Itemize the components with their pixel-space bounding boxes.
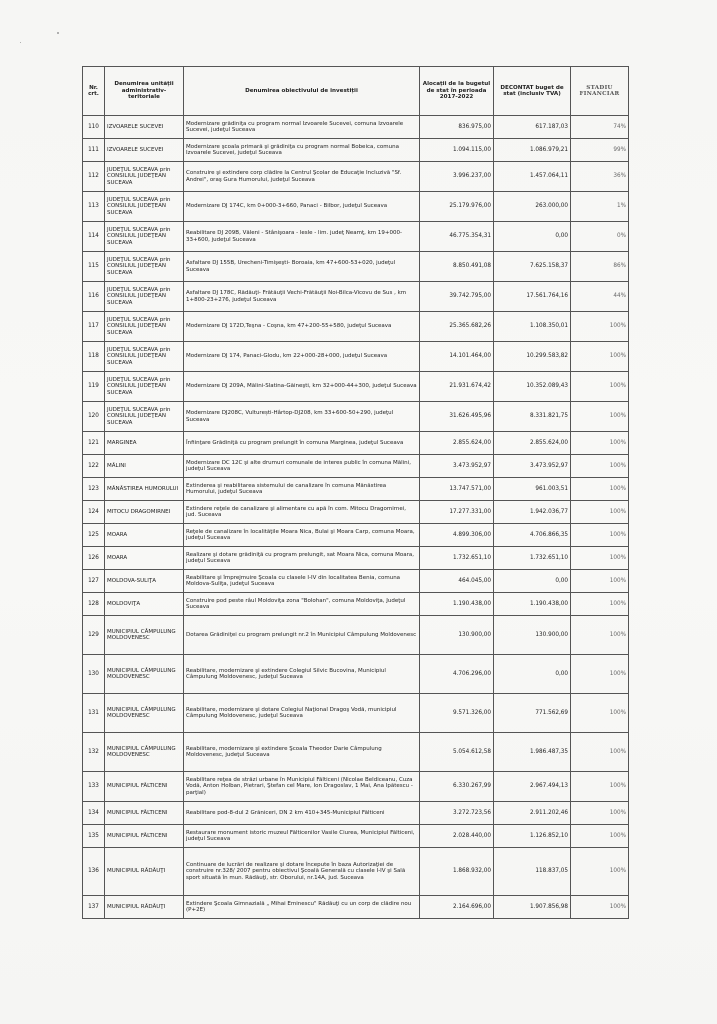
unit-name: MUNICIPIUL CÂMPULUNG MOLDOVENESC — [105, 616, 184, 655]
row-number: 111 — [83, 139, 105, 162]
row-number: 114 — [83, 222, 105, 252]
settled-amount: 2.911.202,46 — [494, 802, 571, 825]
row-number: 134 — [83, 802, 105, 825]
unit-name: MUNICIPIUL RĂDĂUŢI — [105, 848, 184, 896]
row-number: 129 — [83, 616, 105, 655]
row-number: 125 — [83, 524, 105, 547]
allocated-amount: 2.028.440,00 — [420, 825, 494, 848]
financial-stage: 36% — [571, 162, 629, 192]
investment-table — [82, 66, 629, 919]
financial-stage: 100% — [571, 312, 629, 342]
table-row — [83, 524, 629, 547]
allocated-amount: 46.775.354,31 — [420, 222, 494, 252]
financial-stage: 0% — [571, 222, 629, 252]
header-allocated: Alocații de la bugetul de stat în perioada 2017-2022 — [420, 67, 494, 116]
settled-amount: 263.000,00 — [494, 192, 571, 222]
table-row — [83, 593, 629, 616]
financial-stage: 100% — [571, 593, 629, 616]
table-row — [83, 192, 629, 222]
objective-name: Modernizare şcoala primară şi grădiniţa cu program normal Bobeica, comuna Izvoarele Sucevei, judeţul Suceava — [184, 139, 420, 162]
unit-name: JUDEŢUL SUCEAVA prin CONSILIUL JUDEŢEAN SUCEAVA — [105, 402, 184, 432]
row-number: 116 — [83, 282, 105, 312]
objective-name: Modernizare DC 12C şi alte drumuri comunale de interes public în comuna Mălini, judeţul Suceava — [184, 455, 420, 478]
row-number: 118 — [83, 342, 105, 372]
row-number: 135 — [83, 825, 105, 848]
objective-name: Reabilitare pod-8-dul 2 Grăniceri, DN 2 km 410+345-Municipiul Fălticeni — [184, 802, 420, 825]
financial-stage: 100% — [571, 342, 629, 372]
settled-amount: 771.562,69 — [494, 694, 571, 733]
row-number: 115 — [83, 252, 105, 282]
table-row — [83, 312, 629, 342]
settled-amount: 3.473.952,97 — [494, 455, 571, 478]
allocated-amount: 1.868.932,00 — [420, 848, 494, 896]
financial-stage: 100% — [571, 478, 629, 501]
row-number: 117 — [83, 312, 105, 342]
financial-stage: 100% — [571, 616, 629, 655]
row-number: 120 — [83, 402, 105, 432]
settled-amount: 1.986.487,35 — [494, 733, 571, 772]
table-row — [83, 733, 629, 772]
objective-name: Reabilitare, modernizare şi dotare Colegiul Naţional Dragoş Vodă, municipiul Câmpulung Moldovenesc, judeţul Suceava — [184, 694, 420, 733]
allocated-amount: 13.747.571,00 — [420, 478, 494, 501]
allocated-amount: 17.277.331,00 — [420, 501, 494, 524]
financial-stage: 86% — [571, 252, 629, 282]
table-row — [83, 372, 629, 402]
row-number: 132 — [83, 733, 105, 772]
unit-name: JUDEŢUL SUCEAVA prin CONSILIUL JUDEŢEAN SUCEAVA — [105, 282, 184, 312]
objective-name: Modernizare DJ208C, Vulturești-Hârtop-DJ208, km 33+600-50+290, judeţul Suceava — [184, 402, 420, 432]
settled-amount: 4.706.866,35 — [494, 524, 571, 547]
allocated-amount: 25.179.976,00 — [420, 192, 494, 222]
financial-stage: 1% — [571, 192, 629, 222]
allocated-amount: 464.045,00 — [420, 570, 494, 593]
objective-name: Dotarea Grădiniţei cu program prelungit nr.2 în Municipiul Câmpulung Moldovenesc — [184, 616, 420, 655]
financial-stage: 100% — [571, 772, 629, 802]
financial-stage: 100% — [571, 570, 629, 593]
allocated-amount: 130.900,00 — [420, 616, 494, 655]
allocated-amount: 25.365.682,26 — [420, 312, 494, 342]
objective-name: Extinderea şi reabilitarea sistemului de canalizare în comuna Mănăstirea Humorului, judeţul Suceava — [184, 478, 420, 501]
table-row — [83, 402, 629, 432]
unit-name: JUDEŢUL SUCEAVA prin CONSILIUL JUDEŢEAN SUCEAVA — [105, 192, 184, 222]
financial-stage: 100% — [571, 694, 629, 733]
table-row — [83, 694, 629, 733]
allocated-amount: 6.330.267,99 — [420, 772, 494, 802]
scan-speck — [20, 42, 21, 43]
settled-amount: 1.457.064,11 — [494, 162, 571, 192]
objective-name: Înfiinţare Grădiniţă cu program prelungit în comuna Marginea, judeţul Suceava — [184, 432, 420, 455]
settled-amount: 2.967.494,13 — [494, 772, 571, 802]
unit-name: MĂNĂSTIREA HUMORULUI — [105, 478, 184, 501]
objective-name: Continuare de lucrări de realizare şi dotare începute în baza Autorizaţiei de construire nr.328/ 2007 pentru obiectivul Şcoală Generală cu clasele I-IV şi Sală sport situată în mun. Rădăuţi, str. Oborului, nr.14A, jud. Suceava — [184, 848, 420, 896]
row-number: 121 — [83, 432, 105, 455]
unit-name: MUNICIPIUL CÂMPULUNG MOLDOVENESC — [105, 655, 184, 694]
settled-amount: 130.900,00 — [494, 616, 571, 655]
financial-stage: 100% — [571, 655, 629, 694]
table-row — [83, 848, 629, 896]
unit-name: MITOCU DRAGOMIRNEI — [105, 501, 184, 524]
financial-stage: 100% — [571, 455, 629, 478]
financial-stage: 100% — [571, 501, 629, 524]
objective-name: Restaurare monument istoric muzeul Fălticenilor Vasile Ciurea, Municipiul Fălticeni, judeţul Suceava — [184, 825, 420, 848]
objective-name: Reabilitare reţea de străzi urbane în Municipiul Fălticeni (Nicolae Beldiceanu, Cuza Vodă, Anton Holban, Pietrari, Ştefan cel Mare, Ion Dragoslav, 1 Mai, Ana Ipătescu - parţial) — [184, 772, 420, 802]
unit-name: MUNICIPIUL FĂLTICENI — [105, 825, 184, 848]
allocated-amount: 9.571.326,00 — [420, 694, 494, 733]
row-number: 123 — [83, 478, 105, 501]
unit-name: MUNICIPIUL CÂMPULUNG MOLDOVENESC — [105, 733, 184, 772]
table-row — [83, 772, 629, 802]
table-row — [83, 342, 629, 372]
row-number: 126 — [83, 547, 105, 570]
settled-amount: 961.003,51 — [494, 478, 571, 501]
settled-amount: 2.855.624,00 — [494, 432, 571, 455]
row-number: 113 — [83, 192, 105, 222]
allocated-amount: 1.190.438,00 — [420, 593, 494, 616]
table-row — [83, 455, 629, 478]
financial-stage: 100% — [571, 372, 629, 402]
row-number: 136 — [83, 848, 105, 896]
allocated-amount: 39.742.795,00 — [420, 282, 494, 312]
financial-stage: 100% — [571, 733, 629, 772]
objective-name: Construire pod peste râul Moldoviţa zona "Bolohan", comuna Moldoviţa, Judeţul Suceava — [184, 593, 420, 616]
objective-name: Asfaltare DJ 178C, Rădăuţi- Frătăuţii Vechi-Frătăuţii Noi-Bilca-Vicovu de Sus , km 1+800-23+276, judeţul Suceava — [184, 282, 420, 312]
unit-name: IZVOARELE SUCEVEI — [105, 116, 184, 139]
allocated-amount: 2.164.696,00 — [420, 896, 494, 919]
financial-stage: 100% — [571, 402, 629, 432]
header-unit: Denumirea unității administrativ-teritoriale — [105, 67, 184, 116]
unit-name: MUNICIPIUL FĂLTICENI — [105, 802, 184, 825]
objective-name: Extindere Şcoala Gimnazială „ Mihai Eminescu" Rădăuţi cu un corp de clădire nou (P+2E) — [184, 896, 420, 919]
allocated-amount: 21.931.674,42 — [420, 372, 494, 402]
allocated-amount: 3.473.952,97 — [420, 455, 494, 478]
unit-name: JUDEŢUL SUCEAVA prin CONSILIUL JUDEŢEAN SUCEAVA — [105, 162, 184, 192]
settled-amount: 118.837,05 — [494, 848, 571, 896]
table-row — [83, 501, 629, 524]
settled-amount: 8.331.821,75 — [494, 402, 571, 432]
table-row — [83, 802, 629, 825]
objective-name: Extindere reţele de canalizare şi alimentare cu apă în com. Mitocu Dragomirnei, jud. Suceava — [184, 501, 420, 524]
settled-amount: 1.190.438,00 — [494, 593, 571, 616]
allocated-amount: 3.272.723,56 — [420, 802, 494, 825]
row-number: 133 — [83, 772, 105, 802]
unit-name: MOLDOVIŢA — [105, 593, 184, 616]
objective-name: Modernizare DJ 174, Panaci-Glodu, km 22+000-28+000, judeţul Suceava — [184, 342, 420, 372]
allocated-amount: 31.626.495,96 — [420, 402, 494, 432]
allocated-amount: 14.101.464,00 — [420, 342, 494, 372]
row-number: 119 — [83, 372, 105, 402]
unit-name: MOARA — [105, 524, 184, 547]
settled-amount: 1.907.856,98 — [494, 896, 571, 919]
row-number: 124 — [83, 501, 105, 524]
allocated-amount: 836.975,00 — [420, 116, 494, 139]
unit-name: JUDEŢUL SUCEAVA prin CONSILIUL JUDEŢEAN SUCEAVA — [105, 372, 184, 402]
table-row — [83, 825, 629, 848]
settled-amount: 1.126.852,10 — [494, 825, 571, 848]
table-row — [83, 252, 629, 282]
unit-name: JUDEŢUL SUCEAVA prin CONSILIUL JUDEŢEAN SUCEAVA — [105, 222, 184, 252]
table-row — [83, 655, 629, 694]
objective-name: Construire şi extindere corp clădire la Centrul Şcolar de Educaţie Incluzivă "Sf. Andrei", oraş Gura Humorului, judeţul Suceava — [184, 162, 420, 192]
financial-stage: 100% — [571, 432, 629, 455]
objective-name: Realizare şi dotare grădiniţă cu program prelungit, sat Moara Nica, comuna Moara, judeţul Suceava — [184, 547, 420, 570]
unit-name: JUDEŢUL SUCEAVA prin CONSILIUL JUDEŢEAN SUCEAVA — [105, 312, 184, 342]
unit-name: IZVOARELE SUCEVEI — [105, 139, 184, 162]
unit-name: MOLDOVA-SULIŢA — [105, 570, 184, 593]
row-number: 137 — [83, 896, 105, 919]
table-body — [83, 116, 629, 919]
row-number: 128 — [83, 593, 105, 616]
settled-amount: 0,00 — [494, 222, 571, 252]
settled-amount: 1.108.350,01 — [494, 312, 571, 342]
financial-stage: 99% — [571, 139, 629, 162]
financial-stage: 100% — [571, 848, 629, 896]
table-row — [83, 282, 629, 312]
table-row — [83, 570, 629, 593]
financial-stage: 74% — [571, 116, 629, 139]
row-number: 112 — [83, 162, 105, 192]
objective-name: Modernizare DJ 209A, Mălini-Slatina-Găineşti, km 32+000-44+300, judeţul Suceava — [184, 372, 420, 402]
settled-amount: 7.625.158,37 — [494, 252, 571, 282]
settled-amount: 1.942.036,77 — [494, 501, 571, 524]
table-row — [83, 616, 629, 655]
objective-name: Asfaltare DJ 155B, Urecheni-Timişeşti- Boroaia, km 47+600-53+020, judeţul Suceava — [184, 252, 420, 282]
table-row — [83, 478, 629, 501]
table-row — [83, 547, 629, 570]
financial-stage: 100% — [571, 802, 629, 825]
financial-stage: 100% — [571, 524, 629, 547]
table-header-row — [83, 67, 629, 116]
allocated-amount: 1.094.115,00 — [420, 139, 494, 162]
financial-stage: 100% — [571, 896, 629, 919]
objective-name: Modernizare DJ 172D,Teşna - Coşna, km 47+200-55+580, judeţul Suceava — [184, 312, 420, 342]
settled-amount: 1.732.651,10 — [494, 547, 571, 570]
allocated-amount: 4.706.296,00 — [420, 655, 494, 694]
settled-amount: 17.561.764,16 — [494, 282, 571, 312]
settled-amount: 1.086.979,21 — [494, 139, 571, 162]
objective-name: Reabilitare DJ 209B, Văleni - Stânişoara - lesle - lim. judeţ Neamţ, km 19+000-33+600, judeţul Suceava — [184, 222, 420, 252]
allocated-amount: 1.732.651,10 — [420, 547, 494, 570]
row-number: 122 — [83, 455, 105, 478]
unit-name: JUDEŢUL SUCEAVA prin CONSILIUL JUDEŢEAN SUCEAVA — [105, 342, 184, 372]
row-number: 131 — [83, 694, 105, 733]
table-row — [83, 432, 629, 455]
financial-stage: 44% — [571, 282, 629, 312]
unit-name: JUDEŢUL SUCEAVA prin CONSILIUL JUDEŢEAN SUCEAVA — [105, 252, 184, 282]
objective-name: Reţele de canalizare în localităţile Moara Nica, Bulai şi Moara Carp, comuna Moara, judeţul Suceava — [184, 524, 420, 547]
allocated-amount: 3.996.237,00 — [420, 162, 494, 192]
header-settled: DECONTAT buget de stat (inclusiv TVA) — [494, 67, 571, 116]
financial-stage: 100% — [571, 825, 629, 848]
table-row — [83, 896, 629, 919]
settled-amount: 10.352.089,43 — [494, 372, 571, 402]
table-row — [83, 222, 629, 252]
financial-stage: 100% — [571, 547, 629, 570]
row-number: 110 — [83, 116, 105, 139]
unit-name: MARGINEA — [105, 432, 184, 455]
allocated-amount: 5.054.612,58 — [420, 733, 494, 772]
unit-name: MUNICIPIUL CÂMPULUNG MOLDOVENESC — [105, 694, 184, 733]
objective-name: Modernizare DJ 174C, km 0+000-3+660, Panaci - Bilbor, judeţul Suceava — [184, 192, 420, 222]
header-nr: Nr. crt. — [83, 67, 105, 116]
settled-amount: 0,00 — [494, 655, 571, 694]
unit-name: MĂLINI — [105, 455, 184, 478]
row-number: 130 — [83, 655, 105, 694]
table-row — [83, 139, 629, 162]
header-stage: STADIU FINANCIAR — [571, 67, 629, 116]
objective-name: Reabilitare, modernizare şi extindere Colegiul Silvic Bucovina, Municipiul Câmpulung Moldovenesc, judeţul Suceava — [184, 655, 420, 694]
settled-amount: 0,00 — [494, 570, 571, 593]
row-number: 127 — [83, 570, 105, 593]
unit-name: MUNICIPIUL FĂLTICENI — [105, 772, 184, 802]
unit-name: MUNICIPIUL RĂDĂUŢI — [105, 896, 184, 919]
unit-name: MOARA — [105, 547, 184, 570]
table-row — [83, 116, 629, 139]
objective-name: Modernizare grădiniţa cu program normal Izvoarele Sucevei, comuna Izvoarele Sucevei, judeţul Suceava — [184, 116, 420, 139]
objective-name: Reabilitare, modernizare şi extindere Şcoala Theodor Darie Câmpulung Moldovenesc, judeţul Suceava — [184, 733, 420, 772]
allocated-amount: 8.850.491,08 — [420, 252, 494, 282]
header-objective: Denumirea obiectivului de investiții — [184, 67, 420, 116]
settled-amount: 617.187,03 — [494, 116, 571, 139]
objective-name: Reabilitare şi împrejmuire Şcoala cu clasele I-IV din localitatea Benia, comuna Moldova-Suliţa, judeţul Suceava — [184, 570, 420, 593]
allocated-amount: 2.855.624,00 — [420, 432, 494, 455]
allocated-amount: 4.899.306,00 — [420, 524, 494, 547]
table-row — [83, 162, 629, 192]
scan-speck — [57, 32, 59, 34]
settled-amount: 10.299.583,82 — [494, 342, 571, 372]
